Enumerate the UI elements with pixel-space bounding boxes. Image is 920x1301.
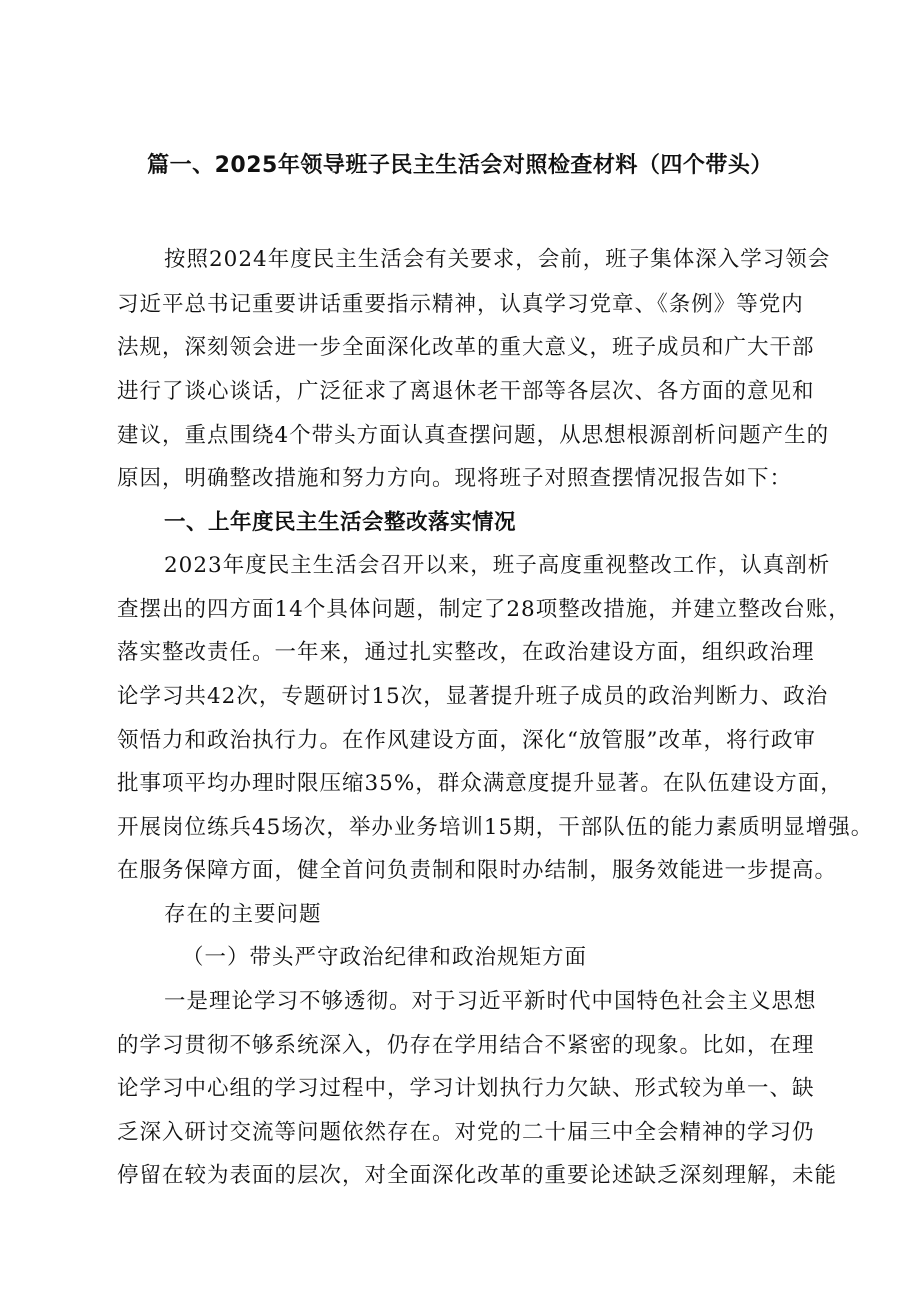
- paragraph-line: 落实整改责任。一年来，通过扎实整改，在政治建设方面，组织政治理: [117, 640, 815, 665]
- paragraph-line: 论学习中心组的学习过程中，学习计划执行力欠缺、形式较为单一、缺: [117, 1076, 815, 1101]
- section-heading: 一、上年度民主生活会整改落实情况: [164, 510, 517, 535]
- paragraph-line: 批事项平均办理时限压缩35%，群众满意度提升显著。在队伍建设方面，: [117, 771, 843, 796]
- paragraph-line: 乏深入研讨交流等问题依然存在。对党的二十届三中全会精神的学习仍: [117, 1120, 815, 1145]
- paragraph-line: 进行了谈心谈话，广泛征求了离退休老干部等各层次、各方面的意见和: [117, 379, 815, 404]
- paragraph-line: 建议，重点围绕4个带头方面认真查摆问题，从思想根源剖析问题产生的: [117, 423, 830, 448]
- paragraph-line: 法规，深刻领会进一步全面深化改革的重大意义，班子成员和广大干部: [117, 335, 815, 360]
- paragraph-line: 的学习贯彻不够系统深入，仍存在学用结合不紧密的现象。比如，在理: [117, 1033, 815, 1058]
- paragraph-line: 在服务保障方面，健全首问负责制和限时办结制，服务效能进一步提高。: [117, 858, 838, 883]
- paragraph-line: 开展岗位练兵45场次，举办业务培训15期，干部队伍的能力素质明显增强。: [117, 815, 874, 840]
- document-title: 篇一、2025年领导班子民主生活会对照检查材料（四个带头）: [147, 153, 773, 178]
- subsection-heading: 存在的主要问题: [164, 902, 322, 927]
- paragraph-line: 停留在较为表面的层次，对全面深化改革的重要论述缺乏深刻理解，未能: [117, 1163, 838, 1188]
- paragraph-line: 领悟力和政治执行力。在作风建设方面，深化“放管服”改革，将行政审: [117, 728, 816, 753]
- subsection-heading: （一）带头严守政治纪律和政治规矩方面: [182, 945, 588, 970]
- paragraph-line: 按照2024年度民主生活会有关要求，会前，班子集体深入学习领会: [164, 247, 831, 272]
- paragraph-line: 论学习共42次，专题研讨15次，显著提升班子成员的政治判断力、政治: [117, 684, 829, 709]
- paragraph-line: 2023年度民主生活会召开以来，班子高度重视整改工作，认真剖析: [164, 553, 831, 578]
- paragraph-line: 一是理论学习不够透彻。对于习近平新时代中国特色社会主义思想: [164, 989, 817, 1014]
- paragraph-line: 习近平总书记重要讲话重要指示精神，认真学习党章、《条例》等党内: [117, 292, 804, 317]
- paragraph-line: 查摆出的四方面14个具体问题，制定了28项整改措施，并建立整改台账，: [117, 597, 851, 622]
- paragraph-line: 原因，明确整改措施和努力方向。现将班子对照查摆情况报告如下：: [117, 466, 793, 491]
